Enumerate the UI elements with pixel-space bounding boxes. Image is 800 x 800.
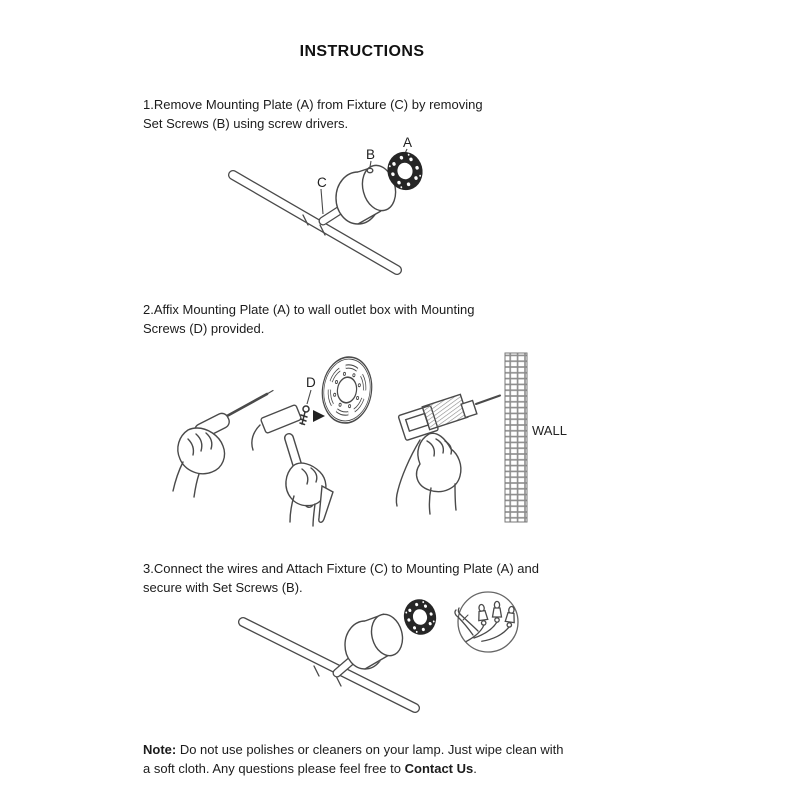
note-label: Note: <box>143 742 177 757</box>
wiring-detail-circle <box>455 592 518 652</box>
step2-line2: Screws (D) provided. <box>143 321 265 336</box>
pointer-arrow <box>313 410 325 422</box>
mounting-plate <box>318 354 376 426</box>
mounting-plate <box>400 596 440 639</box>
hand-drill <box>396 394 500 514</box>
label-c: C <box>317 175 327 190</box>
fixture-canopy <box>345 611 407 669</box>
step1-diagram <box>215 122 485 282</box>
wall-label: WALL <box>532 423 567 438</box>
wall <box>505 353 567 522</box>
label-c-line <box>321 189 323 214</box>
note-text <box>143 740 564 778</box>
note-line2: a soft cloth. Any questions please feel free to Contact Us. <box>143 761 477 776</box>
step1-line1: 1.Remove Mounting Plate (A) from Fixture (C) by removing <box>143 97 483 112</box>
page-title: INSTRUCTIONS <box>299 43 425 60</box>
label-d: D <box>306 375 316 390</box>
label-b: B <box>366 147 376 162</box>
note-line1: Note: Do not use polishes or cleaners on your lamp. Just wipe clean with <box>143 742 564 757</box>
label-a: A <box>403 135 413 150</box>
set-screw-hole <box>367 168 373 172</box>
hand-screwdriver <box>173 391 273 498</box>
mounting-screw-d <box>300 390 325 425</box>
step2-diagram <box>155 338 595 543</box>
step3-line2: secure with Set Screws (B). <box>143 580 303 595</box>
hand-hammer <box>252 404 333 526</box>
step3-line1: 3.Connect the wires and Attach Fixture (C) to Mounting Plate (A) and <box>143 561 539 576</box>
step1-line2: Set Screws (B) using screw drivers. <box>143 116 349 131</box>
contact-us-link[interactable]: Contact Us <box>404 761 474 776</box>
drill-bit <box>476 396 500 405</box>
step2-line1: 2.Affix Mounting Plate (A) to wall outlet box with Mounting <box>143 302 475 317</box>
step3-diagram <box>232 590 532 730</box>
step2-text <box>143 300 474 338</box>
wall-anchor <box>319 486 333 522</box>
